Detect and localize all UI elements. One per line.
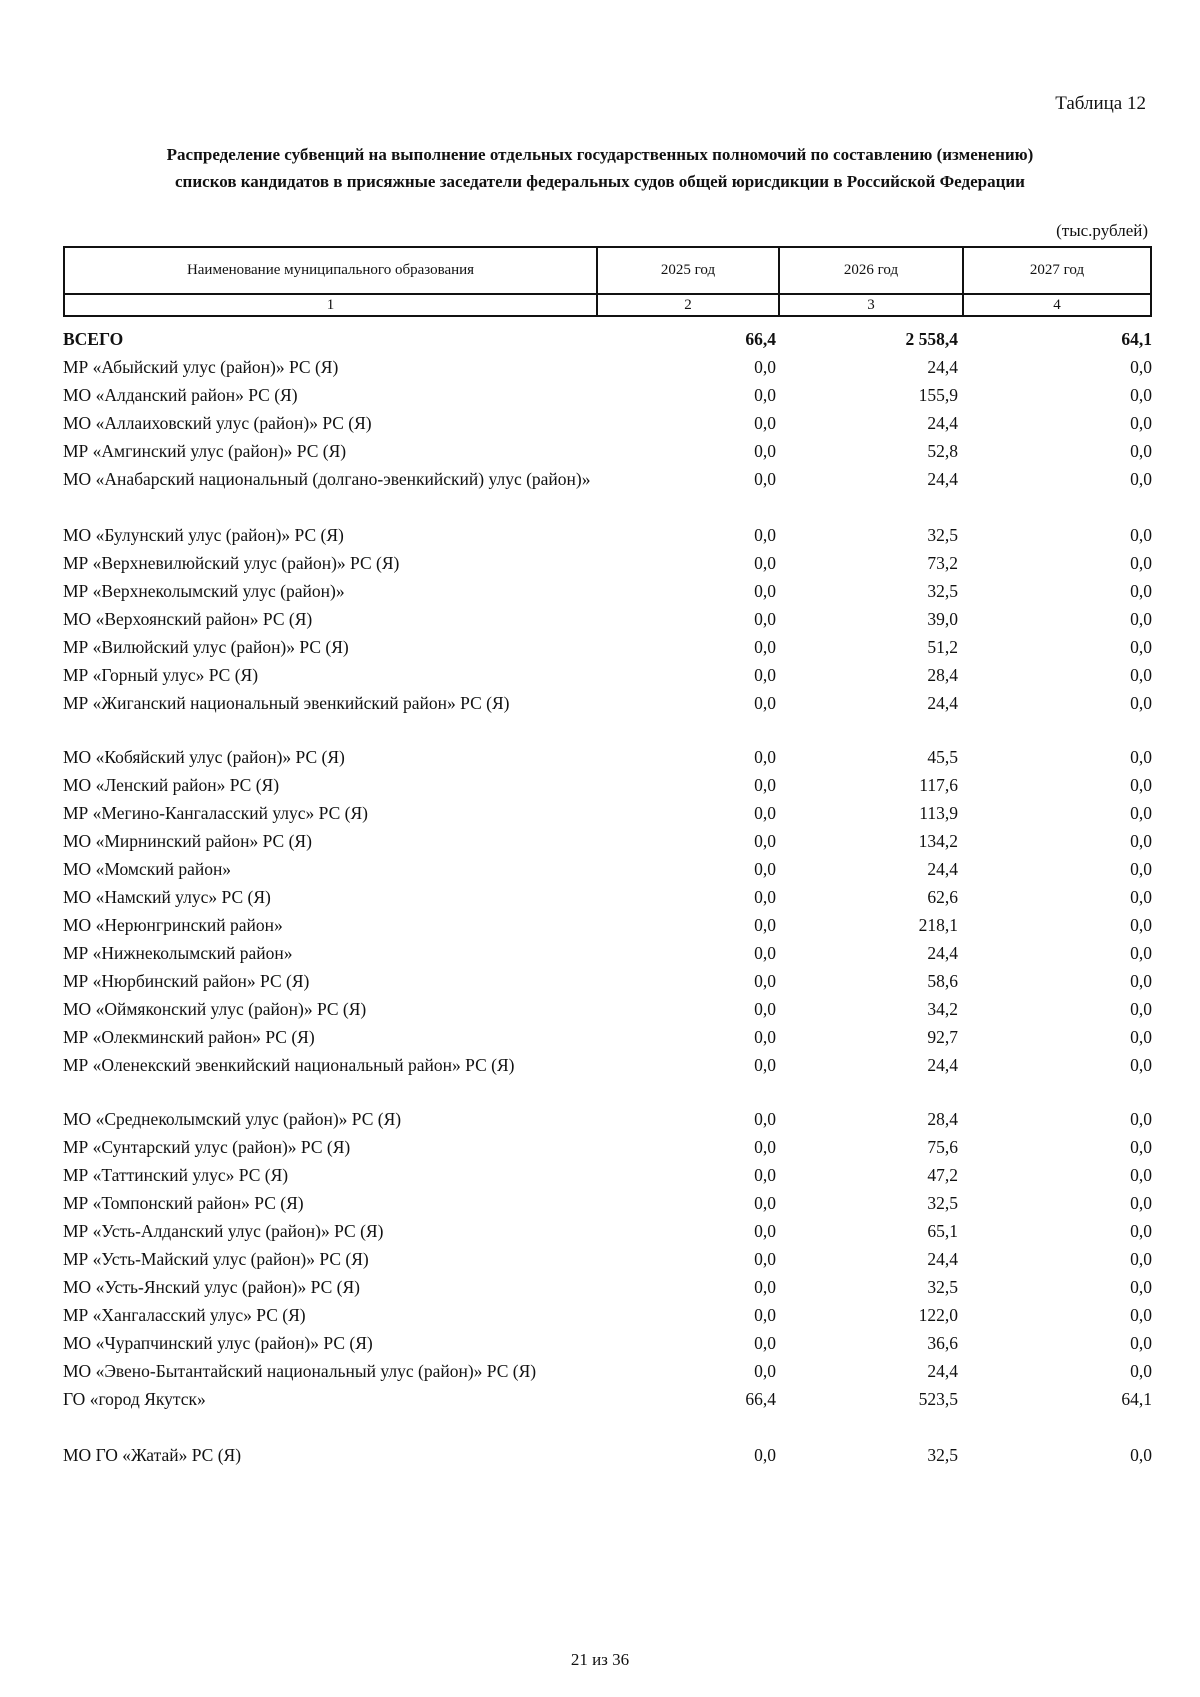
row-name: МР «Оленекский эвенкийский национальный район» РС (Я) (63, 1055, 515, 1075)
row-name: МО «Кобяйский улус (район)» РС (Я) (63, 747, 345, 767)
table-row (63, 995, 1152, 1023)
total-row (63, 325, 1152, 353)
table-row (63, 771, 1152, 799)
row-name: МО «Мирнинский район» РС (Я) (63, 831, 312, 851)
row-name: МО «Намский улус» РС (Я) (63, 887, 271, 907)
value-2026: 36,6 (927, 1333, 958, 1353)
value-2026: 24,4 (927, 413, 958, 433)
table-row (63, 967, 1152, 995)
value-2026: 134,2 (918, 831, 958, 851)
table-row (63, 605, 1152, 633)
row-name: МР «Томпонский район» РС (Я) (63, 1193, 304, 1213)
value-2027: 0,0 (1130, 693, 1152, 713)
value-2026: 34,2 (927, 999, 958, 1019)
value-2025: 0,0 (754, 1027, 776, 1047)
title-line-1: Распределение субвенций на выполнение отдельных государственных полномочий по составлению (изменению) (166, 145, 1034, 164)
row-name: МО «Усть-Янский улус (район)» РС (Я) (63, 1277, 360, 1297)
table-row (63, 1245, 1152, 1273)
value-2025: 0,0 (754, 1055, 776, 1075)
table-row (63, 1217, 1152, 1245)
table-row (63, 883, 1152, 911)
table-row (63, 1133, 1152, 1161)
value-2025: 66,4 (745, 1389, 776, 1409)
table-row (63, 549, 1152, 577)
table-row (63, 1329, 1152, 1357)
row-name: ГО «город Якутск» (63, 1389, 206, 1409)
row-name: МР «Амгинский улус (район)» РС (Я) (63, 441, 347, 461)
row-name: МР «Абыйский улус (район)» РС (Я) (63, 357, 339, 377)
value-2027: 0,0 (1130, 553, 1152, 573)
title-line-2: списков кандидатов в присяжные заседатели федеральных судов общей юрисдикции в Российской Федерации (175, 172, 1025, 191)
value-2027: 0,0 (1130, 357, 1152, 377)
value-2025: 0,0 (754, 747, 776, 767)
table-number: Таблица 12 (1055, 93, 1146, 114)
document-title (60, 141, 1140, 195)
column-number-4: 4 (963, 294, 1151, 316)
column-number-1: 1 (64, 294, 597, 316)
value-2026: 65,1 (927, 1221, 958, 1241)
value-2025: 0,0 (754, 581, 776, 601)
value-2026: 523,5 (918, 1389, 958, 1409)
row-name: МО «Аллаиховский улус (район)» РС (Я) (63, 413, 372, 433)
value-2026: 39,0 (927, 609, 958, 629)
value-2025: 0,0 (754, 665, 776, 685)
value-2025: 0,0 (754, 553, 776, 573)
value-2027: 0,0 (1130, 609, 1152, 629)
value-2026: 122,0 (918, 1305, 958, 1325)
table-row (63, 1301, 1152, 1329)
value-2025: 0,0 (754, 1109, 776, 1129)
value-2026: 24,4 (927, 1361, 958, 1381)
table-row (63, 743, 1152, 771)
row-name: МР «Горный улус» РС (Я) (63, 665, 259, 685)
column-header-2025: 2025 год (597, 247, 779, 294)
value-2027: 0,0 (1130, 581, 1152, 601)
table-row (63, 1441, 1152, 1469)
table-row (63, 1357, 1152, 1385)
value-2025: 0,0 (754, 1193, 776, 1213)
value-2027: 0,0 (1130, 943, 1152, 963)
table-row (63, 661, 1152, 689)
row-name: МО «Нерюнгринский район» (63, 915, 283, 935)
value-2026: 45,5 (927, 747, 958, 767)
value-2027: 0,0 (1130, 441, 1152, 461)
value-2025: 0,0 (754, 525, 776, 545)
value-2027: 0,0 (1130, 775, 1152, 795)
value-2027: 0,0 (1130, 1221, 1152, 1241)
row-name: МР «Верхневилюйский улус (район)» РС (Я) (63, 553, 400, 573)
row-name: МО «Момский район» (63, 859, 232, 879)
column-header-name: Наименование муниципального образования (64, 247, 597, 294)
table-row (63, 521, 1152, 549)
value-2026: 32,5 (927, 1445, 958, 1465)
table-row (63, 689, 1152, 743)
page-number: 21 из 36 (570, 1650, 630, 1669)
row-name: МО «Чурапчинский улус (район)» РС (Я) (63, 1333, 373, 1353)
row-name: МО ГО «Жатай» РС (Я) (63, 1445, 242, 1465)
value-2026: 24,4 (927, 1055, 958, 1075)
value-2025: 0,0 (754, 357, 776, 377)
row-name: МО «Алданский район» РС (Я) (63, 385, 298, 405)
value-2027: 0,0 (1130, 747, 1152, 767)
table-body (63, 325, 1152, 1469)
value-2026: 62,6 (927, 887, 958, 907)
value-2025: 0,0 (754, 1249, 776, 1269)
value-2027: 0,0 (1130, 859, 1152, 879)
table-row (63, 409, 1152, 437)
table-row (63, 827, 1152, 855)
table-row (63, 1023, 1152, 1051)
value-2027: 0,0 (1130, 1445, 1152, 1465)
table-row (63, 911, 1152, 939)
value-2025: 0,0 (754, 775, 776, 795)
table-row (63, 1189, 1152, 1217)
value-2027: 0,0 (1130, 971, 1152, 991)
table-row (63, 799, 1152, 827)
value-2026: 75,6 (927, 1137, 958, 1157)
value-2025: 0,0 (754, 943, 776, 963)
header-row (64, 247, 1151, 294)
row-name: МО «Верхоянский район» РС (Я) (63, 609, 313, 629)
value-2026: 117,6 (919, 775, 958, 795)
value-2025: 0,0 (754, 1137, 776, 1157)
table-row (63, 381, 1152, 409)
value-2027: 0,0 (1130, 1277, 1152, 1297)
column-number-3: 3 (779, 294, 963, 316)
row-name: МР «Таттинский улус» РС (Я) (63, 1165, 289, 1185)
value-2025: 0,0 (754, 1333, 776, 1353)
table-row (63, 465, 1152, 521)
value-2026: 24,4 (927, 469, 958, 489)
row-name: МО «Эвено-Бытантайский национальный улус (район)» РС (Я) (63, 1361, 537, 1381)
table-row (63, 633, 1152, 661)
row-name: МР «Мегино-Кангаласский улус» РС (Я) (63, 803, 368, 823)
value-2025: 0,0 (754, 441, 776, 461)
value-2027: 0,0 (1130, 1249, 1152, 1269)
row-name: МР «Олекминский район» РС (Я) (63, 1027, 315, 1047)
value-2026: 24,4 (927, 693, 958, 713)
value-2027: 0,0 (1130, 831, 1152, 851)
value-2026: 24,4 (927, 859, 958, 879)
value-2026: 218,1 (918, 915, 958, 935)
value-2025: 0,0 (754, 1361, 776, 1381)
table-row (63, 855, 1152, 883)
value-2026: 32,5 (927, 581, 958, 601)
value-2027: 0,0 (1130, 887, 1152, 907)
value-2027: 0,0 (1130, 413, 1152, 433)
value-2027: 0,0 (1130, 1165, 1152, 1185)
value-2025: 0,0 (754, 413, 776, 433)
value-2025: 0,0 (754, 385, 776, 405)
value-2027: 0,0 (1130, 525, 1152, 545)
row-name: МО «Булунский улус (район)» РС (Я) (63, 525, 344, 545)
value-2026: 92,7 (927, 1027, 958, 1047)
table-row (63, 1385, 1152, 1441)
value-2027: 0,0 (1130, 1193, 1152, 1213)
value-2026: 2 558,4 (905, 329, 958, 349)
value-2025: 0,0 (754, 1277, 776, 1297)
row-name: МО «Ленский район» РС (Я) (63, 775, 280, 795)
value-2026: 58,6 (927, 971, 958, 991)
value-2026: 24,4 (927, 1249, 958, 1269)
value-2025: 0,0 (754, 1165, 776, 1185)
value-2027: 0,0 (1130, 803, 1152, 823)
row-name: МР «Усть-Алданский улус (район)» РС (Я) (63, 1221, 384, 1241)
value-2025: 66,4 (745, 329, 776, 349)
value-2025: 0,0 (754, 803, 776, 823)
value-2025: 0,0 (754, 999, 776, 1019)
value-2027: 0,0 (1130, 1333, 1152, 1353)
table-row (63, 353, 1152, 381)
value-2025: 0,0 (754, 637, 776, 657)
row-name: МО «Анабарский национальный (долгано-эвенкийский) улус (район)» (63, 469, 591, 489)
value-2026: 32,5 (927, 525, 958, 545)
units-label: (тыс.рублей) (1056, 221, 1148, 240)
column-header-2027: 2027 год (963, 247, 1151, 294)
table-row (63, 1273, 1152, 1301)
value-2026: 28,4 (927, 665, 958, 685)
value-2026: 155,9 (918, 385, 958, 405)
value-2027: 0,0 (1130, 469, 1152, 489)
table-header (63, 246, 1152, 317)
value-2026: 51,2 (927, 637, 958, 657)
value-2026: 47,2 (927, 1165, 958, 1185)
table-row (63, 939, 1152, 967)
row-name: МР «Нюрбинский район» РС (Я) (63, 971, 310, 991)
value-2027: 0,0 (1130, 1055, 1152, 1075)
table-row (63, 437, 1152, 465)
table-row (63, 1161, 1152, 1189)
row-name: ВСЕГО (63, 329, 124, 349)
value-2026: 24,4 (927, 357, 958, 377)
table-row (63, 577, 1152, 605)
value-2027: 0,0 (1130, 665, 1152, 685)
value-2026: 24,4 (927, 943, 958, 963)
column-header-2026: 2026 год (779, 247, 963, 294)
column-number-row (64, 294, 1151, 316)
value-2026: 113,9 (919, 803, 958, 823)
column-number-2: 2 (597, 294, 779, 316)
value-2025: 0,0 (754, 915, 776, 935)
row-name: МО «Среднеколымский улус (район)» РС (Я) (63, 1109, 402, 1129)
value-2026: 28,4 (927, 1109, 958, 1129)
value-2027: 0,0 (1130, 999, 1152, 1019)
value-2025: 0,0 (754, 609, 776, 629)
row-name: МР «Сунтарский улус (район)» РС (Я) (63, 1137, 351, 1157)
value-2025: 0,0 (754, 1305, 776, 1325)
value-2025: 0,0 (754, 887, 776, 907)
table-row (63, 1051, 1152, 1105)
value-2027: 0,0 (1130, 915, 1152, 935)
value-2025: 0,0 (754, 693, 776, 713)
value-2027: 0,0 (1130, 637, 1152, 657)
row-name: МР «Верхнеколымский улус (район)» (63, 581, 345, 601)
value-2027: 0,0 (1130, 385, 1152, 405)
row-name: МР «Нижнеколымский район» (63, 943, 293, 963)
value-2025: 0,0 (754, 469, 776, 489)
value-2026: 73,2 (927, 553, 958, 573)
value-2026: 52,8 (927, 441, 958, 461)
row-name: МР «Жиганский национальный эвенкийский район» РС (Я) (63, 693, 510, 713)
value-2026: 32,5 (927, 1193, 958, 1213)
value-2027: 0,0 (1130, 1137, 1152, 1157)
value-2027: 64,1 (1121, 1389, 1152, 1409)
value-2025: 0,0 (754, 1221, 776, 1241)
value-2027: 0,0 (1130, 1027, 1152, 1047)
value-2027: 0,0 (1130, 1361, 1152, 1381)
table-row (63, 1105, 1152, 1133)
value-2027: 64,1 (1121, 329, 1152, 349)
value-2025: 0,0 (754, 831, 776, 851)
value-2027: 0,0 (1130, 1109, 1152, 1129)
row-name: МР «Вилюйский улус (район)» РС (Я) (63, 637, 349, 657)
row-name: МР «Усть-Майский улус (район)» РС (Я) (63, 1249, 369, 1269)
value-2025: 0,0 (754, 971, 776, 991)
value-2027: 0,0 (1130, 1305, 1152, 1325)
value-2025: 0,0 (754, 1445, 776, 1465)
value-2026: 32,5 (927, 1277, 958, 1297)
row-name: МР «Хангаласский улус» РС (Я) (63, 1305, 306, 1325)
value-2025: 0,0 (754, 859, 776, 879)
row-name: МО «Оймяконский улус (район)» РС (Я) (63, 999, 367, 1019)
